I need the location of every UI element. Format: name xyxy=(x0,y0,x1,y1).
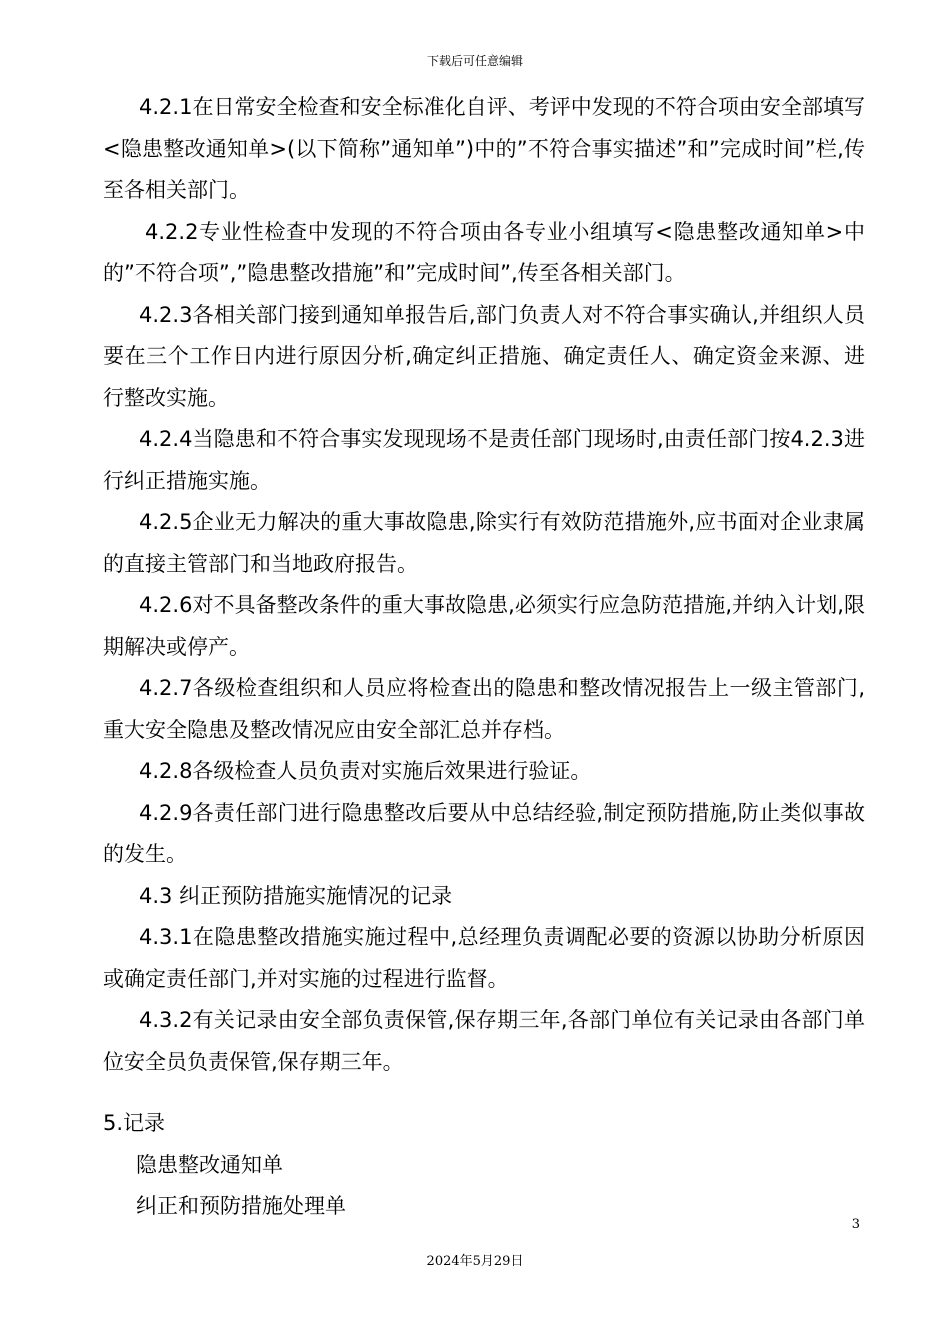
paragraph-4-2-8: 4.2.8各级检查人员负责对实施后效果进行验证。 xyxy=(139,759,592,783)
section-heading-records: 5.记录 xyxy=(103,1111,166,1135)
paragraph-4-3-1: 4.3.1在隐患整改措施实施过程中,总经理负责调配必要的资源以协助分析原因或确定责任部门,并对实施的过程进行监督。 xyxy=(103,925,865,991)
paragraph-4-2-1: 4.2.1在日常安全检查和安全标准化自评、考评中发现的不符合项由安全部填写<隐患整改通知单>(以下简称”通知单”)中的”不符合事实描述”和”完成时间”栏,传至各相关部门。 xyxy=(103,95,865,202)
section-heading-4-3: 4.3 纠正预防措施实施情况的记录 xyxy=(139,883,453,908)
page-number: 3 xyxy=(851,1217,860,1232)
paragraph-4-3-2: 4.3.2有关记录由安全部负责保管,保存期三年,各部门单位有关记录由各部门单位安全员负责保管,保存期三年。 xyxy=(103,1008,865,1074)
paragraph-4-2-4: 4.2.4当隐患和不符合事实发现现场不是责任部门现场时,由责任部门按4.2.3进行纠正措施实施。 xyxy=(103,427,865,493)
record-item-corrective-form: 纠正和预防措施处理单 xyxy=(136,1194,346,1218)
record-item-hazard-notice: 隐患整改通知单 xyxy=(136,1152,283,1177)
paragraph-4-2-2: 4.2.2专业性检查中发现的不符合项由各专业小组填写<隐患整改通知单>中的”不符合项”,”隐患整改措施”和”完成时间”,传至各相关部门。 xyxy=(103,219,865,285)
paragraph-4-2-6: 4.2.6对不具备整改条件的重大事故隐患,必须实行应急防范措施,并纳入计划,限期解决或停产。 xyxy=(103,593,865,659)
paragraph-4-2-7: 4.2.7各级检查组织和人员应将检查出的隐患和整改情况报告上一级主管部门,重大安全隐患及整改情况应由安全部汇总并存档。 xyxy=(103,676,865,742)
page-header: 下载后可任意编辑 xyxy=(426,54,523,68)
paragraph-4-2-5: 4.2.5企业无力解决的重大事故隐患,除实行有效防范措施外,应书面对企业隶属的直接主管部门和当地政府报告。 xyxy=(103,510,865,576)
paragraph-4-2-9: 4.2.9各责任部门进行隐患整改后要从中总结经验,制定预防措施,防止类似事故的发生。 xyxy=(103,800,865,866)
paragraph-4-2-3: 4.2.3各相关部门接到通知单报告后,部门负责人对不符合事实确认,并组织人员要在三个工作日内进行原因分析,确定纠正措施、确定责任人、确定资金来源、进行整改实施。 xyxy=(103,302,865,410)
document-body xyxy=(103,87,865,1228)
footer-date: 2024年5月29日 xyxy=(426,1254,524,1269)
